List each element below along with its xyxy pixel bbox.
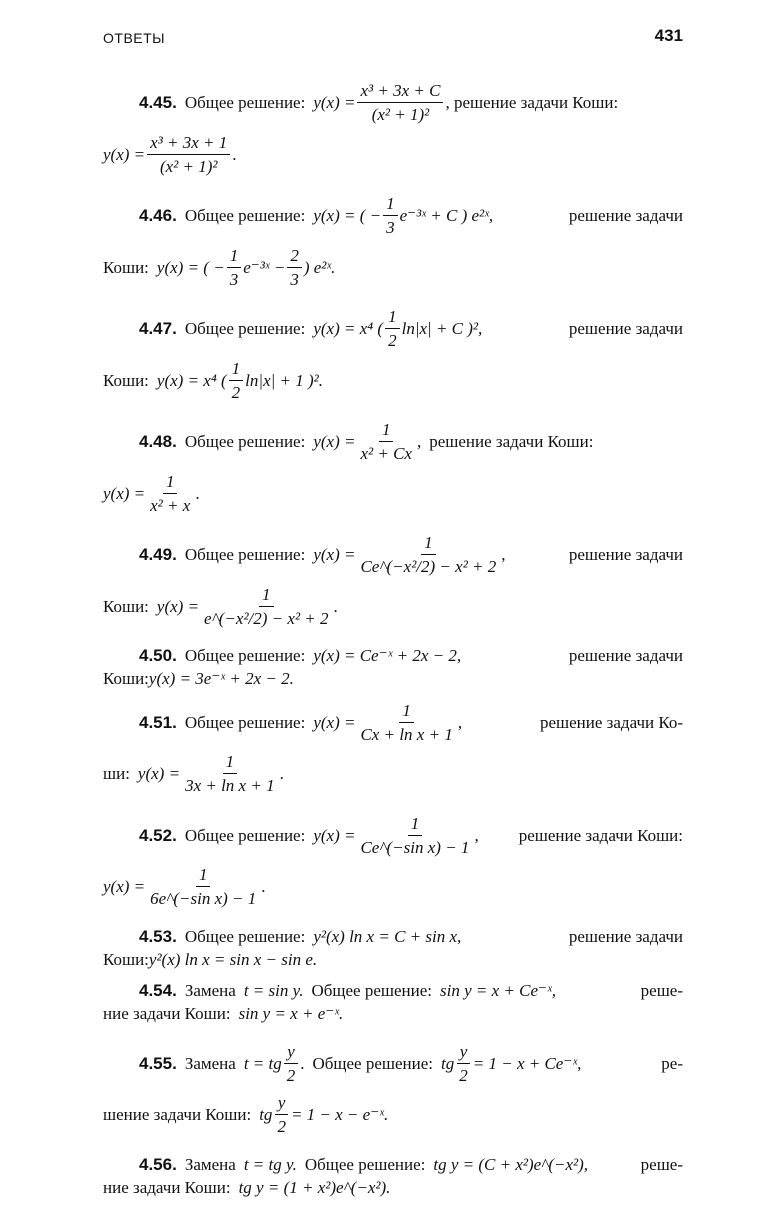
cauchy-solution: y(x) = ( − [156,257,225,277]
general-label: Общее решение: [184,646,306,665]
cauchy-solution: y²(x) ln x = sin x − sin e. [148,949,318,969]
answer-number: 4.53. [139,926,177,946]
general-label: Общее решение: [311,981,432,1000]
general-label: Общее решение: [184,712,306,732]
answer-number: 4.51. [139,712,177,732]
general-fraction: $\frac{1}{\text{Cx + ln x + 1}}$ [360,700,453,744]
cauchy-lhs: y(x) = [103,144,146,164]
answer-number: 4.48. [139,432,177,452]
cauchy-label: решение задачи [568,319,683,339]
answer-number: 4.50. [139,646,177,665]
general-label: Общее решение: [184,319,306,339]
page-number: 431 [654,26,683,45]
general-solution: sin y = x + Ce⁻ˣ, [440,981,557,1000]
answer-4-45: 4.45. Общее решение: y(x) = $\frac{\text{x³ + 3x + C}}{\text{(x² + 1)²}}$ , решение задачи Коши: y(x) = $\frac{\text{x³ + 3x + 1}}{\text{(x² + 1)²}}$ . [103,81,619,176]
general-label: Общее решение: [304,1154,426,1174]
general-fraction: $\frac{1}{\text{Ce\textasciicircum{}(−x²/2) − x² + 2}}$ [360,533,497,577]
answer-4-56: 4.56. Замена t = tg y. Общее решение: tg y = (C + x²)e^(−x²), реше- ние задачи Коши: tg y = (1 + x²)e^(−x²). [103,1154,683,1197]
general-solution: y(x) = ( − [313,206,382,226]
answers-list [103,80,683,1214]
general-fraction: $\frac{1}{\text{Ce\textasciicircum{}(−sin x) − 1}}$ [360,813,470,857]
cauchy-fraction: $\frac{1}{\text{e\textasciicircum{}(−x²/2) − x² + 2}}$ [204,584,329,628]
answer-4-48: 4.48. Общее решение: y(x) = $\frac{1}{\text{x² + Cx}}$ , решение задачи Коши: y(x) = $\frac{1}{\text{x² + x}}$ . [103,420,594,515]
cauchy-label: ние задачи Коши: [103,1177,231,1197]
substitution: t = tg y. [243,1154,297,1174]
cauchy-fraction: $\frac{\text{x³ + 3x + 1}}{\text{(x² + 1)²}}$ [147,132,230,178]
answer-number: 4.56. [139,1154,177,1174]
substitution: t = sin y. [243,981,304,1000]
cauchy-label: шение задачи Коши: [103,1105,252,1125]
cauchy-label: решение задачи [568,926,683,946]
cauchy-label: решение задачи [568,646,683,665]
answer-4-50: 4.50. Общее решение: y(x) = Ce⁻ˣ + 2x − 2, решение задачи Коши: y(x) = 3e⁻ˣ + 2x − 2. [103,646,683,689]
general-label: Общее решение: [184,432,306,452]
general-label: Общее решение: [184,825,306,845]
cauchy-solution: y(x) = x⁴ ( [156,370,227,390]
cauchy-label: решение задачи [568,545,683,565]
general-label: Общее решение: [184,93,306,113]
general-label: Общее решение: [184,206,306,226]
cauchy-label: решение задачи Коши: [518,825,683,845]
cauchy-fraction: $\frac{1}{\text{x² + x}}$ [150,471,191,515]
substitution-label: Замена [184,1053,236,1073]
answer-4-54: 4.54. Замена t = sin y. Общее решение: sin y = x + Ce⁻ˣ, реше- ние задачи Коши: sin y = x + e⁻ˣ. [103,981,683,1024]
answer-number: 4.47. [139,319,177,339]
running-title: ОТВЕТЫ [103,30,166,46]
cauchy-label: решение задачи [568,206,683,226]
general-fraction: $\frac{\text{x³ + 3x + C}}{\text{(x² + 1)²}}$ [357,80,443,126]
page-header [103,26,683,50]
cauchy-label: решение задачи Ко- [540,712,683,732]
general-lhs: y(x) = [313,93,356,113]
answer-number: 4.49. [139,545,177,565]
answer-number: 4.46. [139,206,177,226]
answer-4-53: 4.53. Общее решение: y²(x) ln x = C + sin x, решение задачи Коши: y²(x) ln x = sin x − sin e. [103,926,683,969]
cauchy-solution: y(x) = 3e⁻ˣ + 2x − 2. [148,669,294,689]
general-solution: y(x) = Ce⁻ˣ + 2x − 2, [313,646,462,665]
answer-number: 4.55. [139,1053,177,1073]
answer-number: 4.54. [139,981,177,1000]
answer-4-51: 4.51. Общее решение: y(x) = $\frac{1}{\text{Cx + ln x + 1}}$ , решение задачи Ко- ши: y(x) = $\frac{1}{\text{3x + ln x + 1}}$ . [103,700,683,796]
general-solution: y(x) = x⁴ ( [313,319,384,339]
substitution-label: Замена [184,981,236,1000]
general-label: Общее решение: [184,545,306,565]
cauchy-label: решение задачи Коши: [453,93,619,113]
general-label: Общее решение: [312,1053,434,1073]
answer-4-46: 4.46. Общее решение: y(x) = ( − $\frac{1}{3}$ e⁻³ˣ + C ) e²ˣ, решение задачи Коши: y(x) = ( − $\frac{1}{3}$ e⁻³ˣ − $\frac{2}{3}$ ) e²ˣ. [103,194,683,289]
cauchy-label: ние задачи Коши: [103,1004,231,1024]
answer-number: 4.52. [139,825,177,845]
cauchy-solution: tg y = (1 + x²)e^(−x²). [238,1177,391,1197]
answer-4-52: 4.52. Общее решение: y(x) = $\frac{1}{\text{Ce\textasciicircum{}(−sin x) − 1}}$ , решение задачи Коши: y(x) = $\frac{1}{\text{6e\textasciicircum{}(−sin x) − 1}}$ . [103,813,683,909]
substitution-label: Замена [184,1154,236,1174]
general-solution: y²(x) ln x = C + sin x, [313,926,462,946]
general-label: Общее решение: [184,926,306,946]
cauchy-fraction: $\frac{1}{\text{3x + ln x + 1}}$ [185,752,275,796]
general-solution: tg y = (C + x²)e^(−x²), [433,1154,589,1174]
answer-4-47: 4.47. Общее решение: y(x) = x⁴ ( $\frac{1}{2}$ ln|x| + C )², решение задачи Коши: y(x) = x⁴ ( $\frac{1}{2}$ ln|x| + 1 )². [103,307,683,402]
cauchy-solution: sin y = x + e⁻ˣ. [238,1004,344,1024]
cauchy-label: решение задачи Коши: [429,432,594,452]
general-fraction: $\frac{1}{\text{x² + Cx}}$ [360,420,412,464]
answer-4-49: 4.49. Общее решение: y(x) = $\frac{1}{\text{Ce\textasciicircum{}(−x²/2) − x² + 2}}$ , решение задачи Коши: y(x) = $\frac{1}{\text{e\textasciicircum{}(−x²/2) − x² + 2}}$ . [103,533,683,628]
answer-4-55: 4.55. Замена t = tg $\frac{y}{2}$ . Общее решение: tg $\frac{y}{2}$ = 1 − x + Ce⁻ˣ, ре- шение задачи Коши: tg $\frac{y}{2}$ = 1 − x − e⁻ˣ. [103,1041,683,1137]
cauchy-fraction: $\frac{1}{\text{6e\textasciicircum{}(−sin x) − 1}}$ [150,865,257,909]
answer-number: 4.45. [139,93,177,113]
